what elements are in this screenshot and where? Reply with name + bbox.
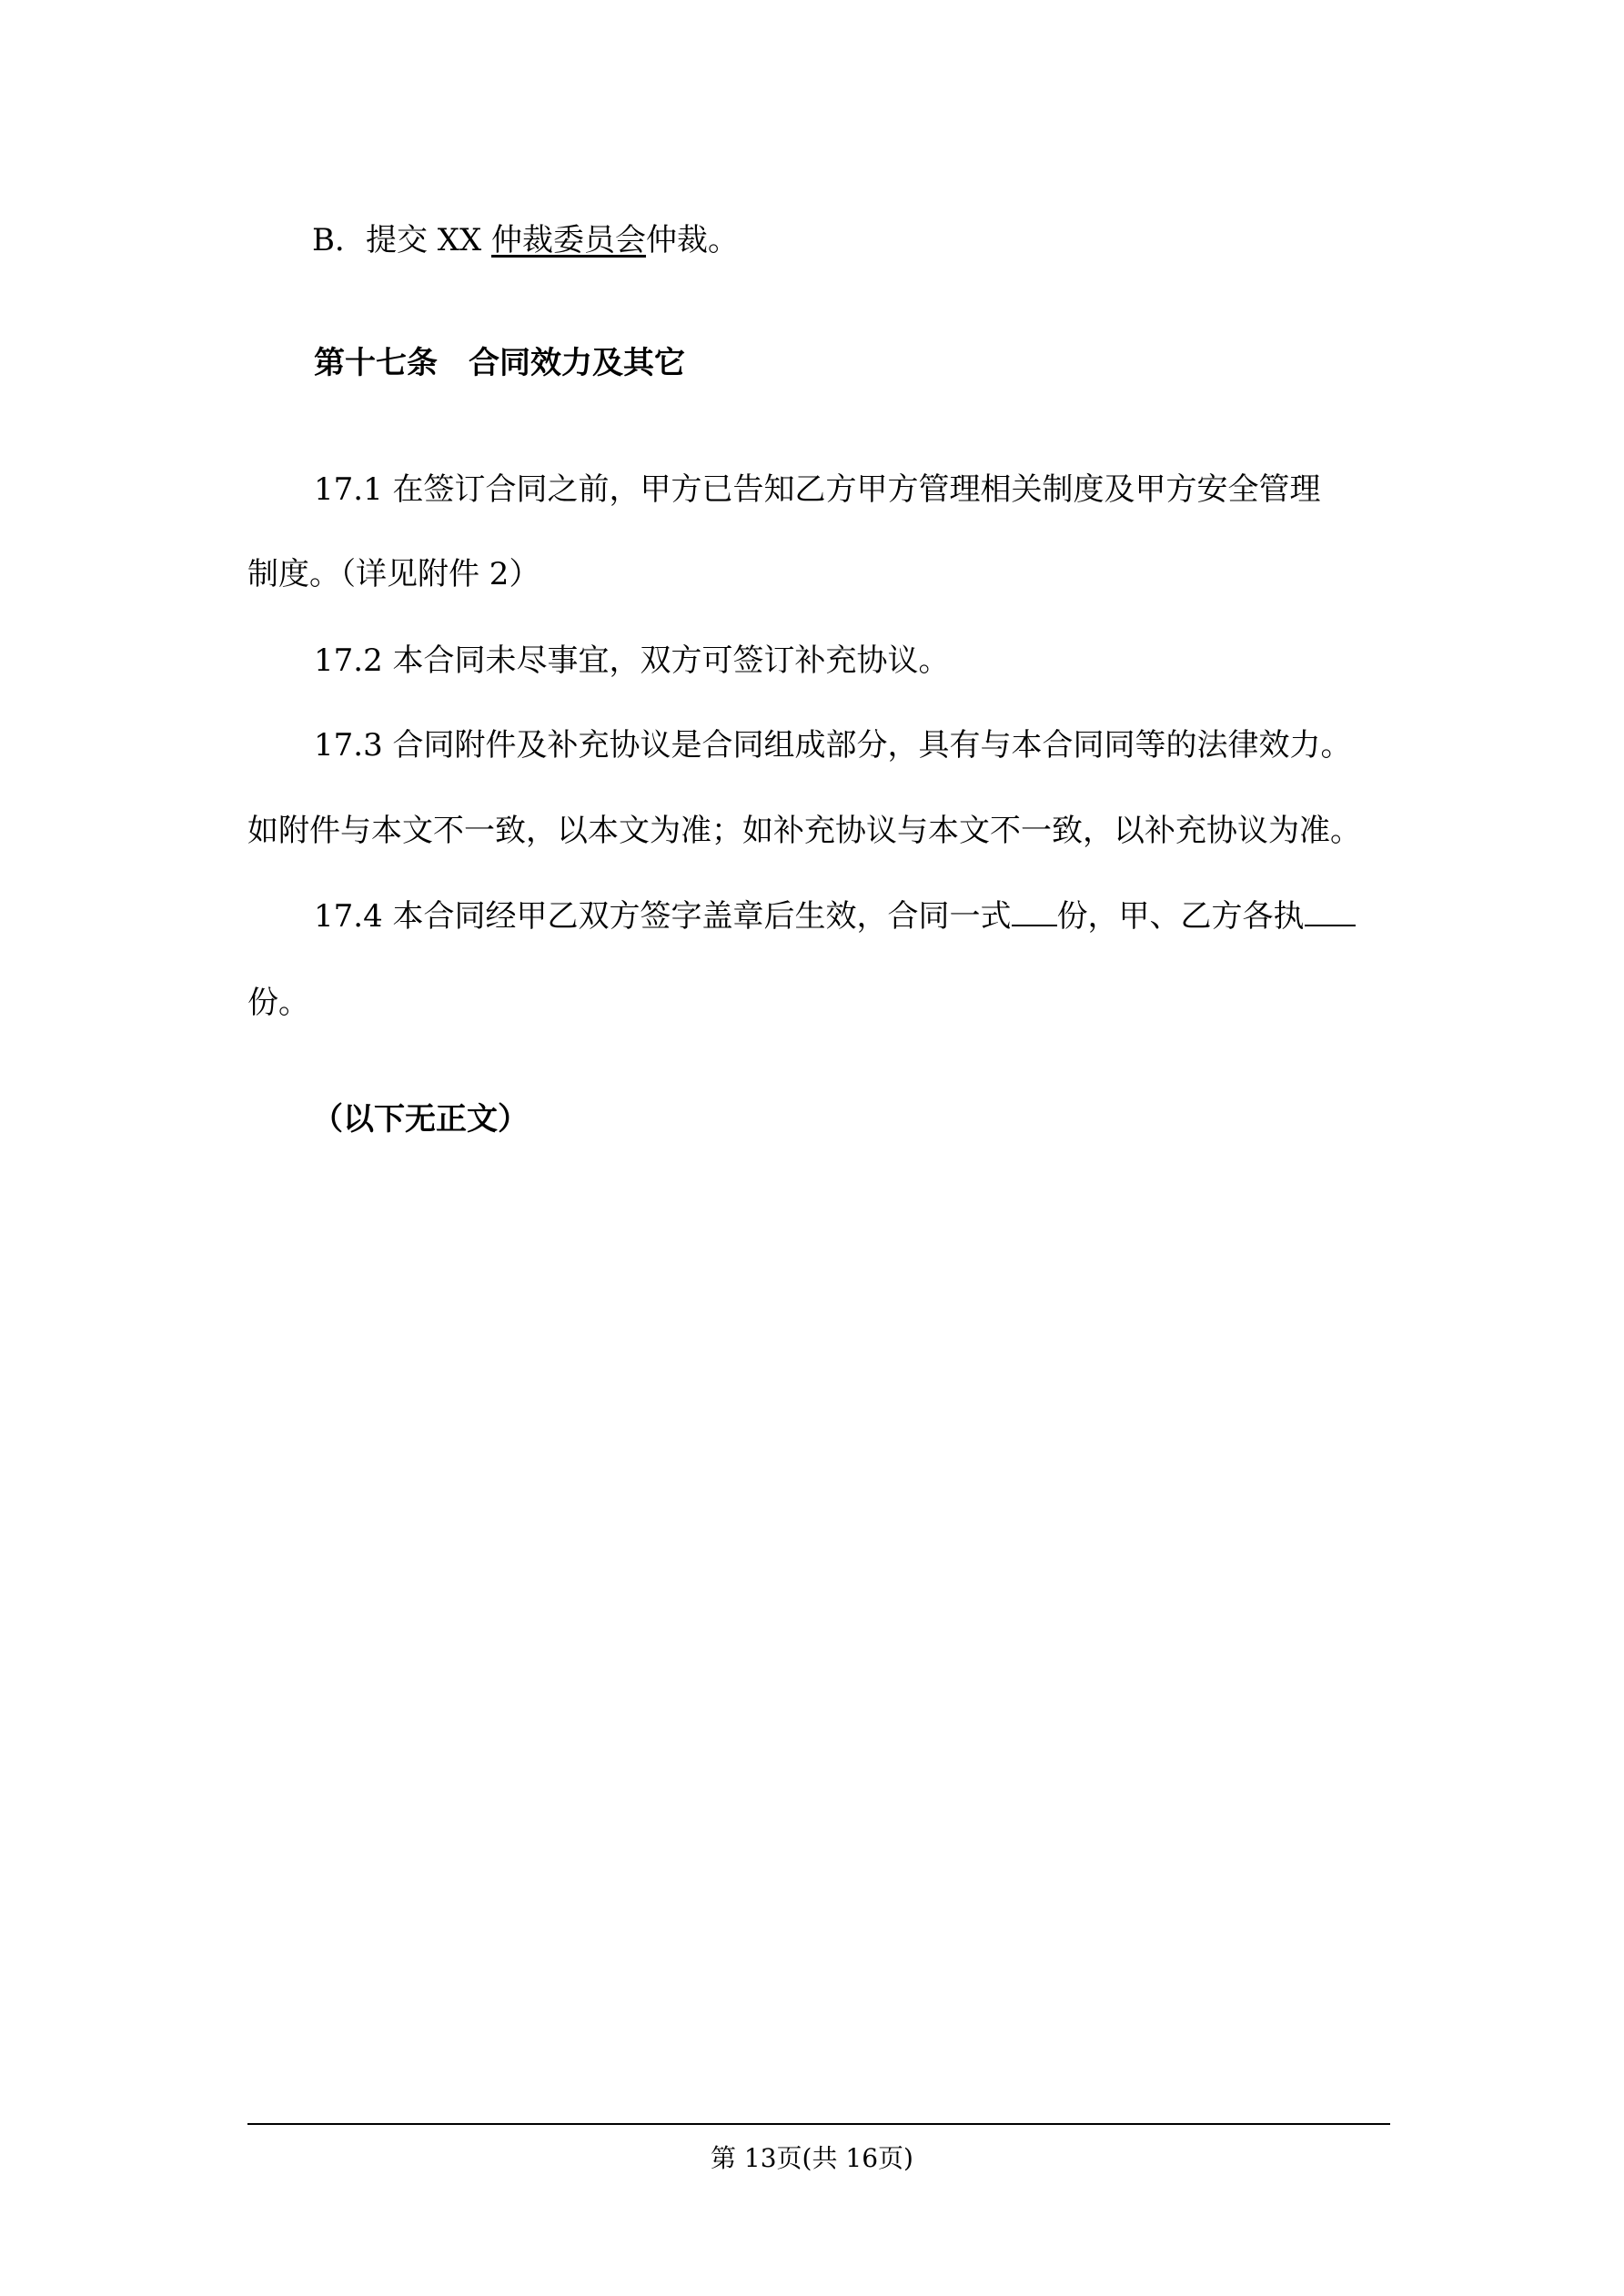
clause-b-suffix: 仲裁。	[646, 222, 740, 258]
footer-divider	[247, 2123, 1390, 2125]
end-of-text-note: （以下无正文）	[312, 1101, 529, 1138]
clause-17-4-line-2: 份。	[247, 985, 309, 1021]
clause-17-3-line-1: 17.3 合同附件及补充协议是合同组成部分，具有与本合同同等的法律效力。	[314, 727, 1352, 764]
clause-17-1-line-2: 制度。（详见附件 2）	[247, 556, 540, 592]
article-17-heading: 第十七条 合同效力及其它	[314, 345, 685, 381]
clause-17-4-line-1	[314, 896, 1356, 936]
clause-b-prefix: B．提交 XX	[312, 222, 492, 258]
clause-17-4-text-b: 份，甲、乙方各执	[1056, 898, 1305, 935]
copies-total-blank	[1012, 897, 1057, 926]
page-number: 第 13页(共 16页)	[711, 2143, 913, 2173]
arbitration-committee-underlined: 仲裁委员会	[491, 222, 647, 258]
clause-17-3-line-2: 如附件与本文不一致，以本文为准；如补充协议与本文不一致，以补充协议为准。	[247, 813, 1361, 849]
copies-each-blank	[1305, 897, 1356, 926]
clause-17-4-text-a: 17.4 本合同经甲乙双方签字盖章后生效，合同一式	[314, 898, 1012, 935]
clause-b	[312, 220, 739, 260]
clause-17-2: 17.2 本合同未尽事宜，双方可签订补充协议。	[314, 642, 950, 679]
clause-17-1-line-1: 17.1 在签订合同之前，甲方已告知乙方甲方管理相关制度及甲方安全管理	[314, 471, 1321, 508]
